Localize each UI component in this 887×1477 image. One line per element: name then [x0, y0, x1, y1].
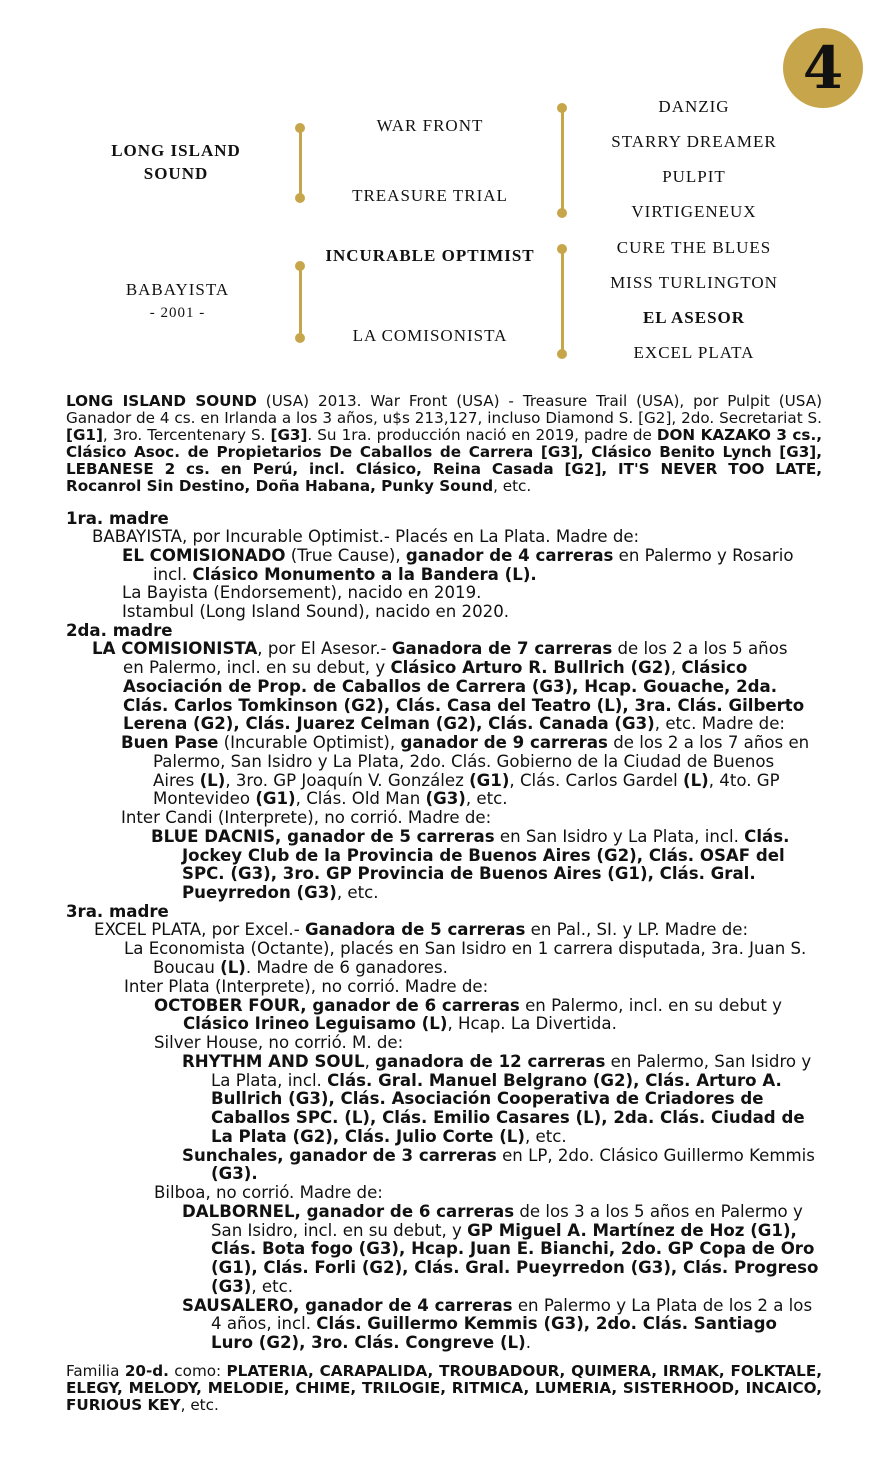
pedigree-connector	[299, 128, 302, 198]
grand-offspring-line: Jockey Club de la Provincia de Buenos Aires (G2), Clás. OSAF del	[182, 846, 785, 865]
pedigree-connector-dot	[557, 103, 567, 113]
first-dam-heading: 1ra. madre	[66, 509, 169, 528]
first-dam-intro: BABAYISTA, por Incurable Optimist.- Placés en La Plata. Madre de:	[92, 527, 640, 546]
dam-year: - 2001 -	[149, 305, 206, 321]
great-grand-offspring-line: Clás. Bota fogo (G3), Hcap. Juan E. Bianchi, 2do. GP Copa de Oro	[211, 1239, 815, 1258]
pedigree-connector-dot	[295, 123, 305, 133]
grand-offspring-line: OCTOBER FOUR, ganador de 6 carreras en Palermo, incl. en su debut y	[154, 996, 782, 1015]
second-dam-line: Asociación de Prop. de Caballos de Carrera (G3), Hcap. Gouache, 2da.	[123, 677, 778, 696]
great-grand-offspring-line: Caballos SPC. (L), Clás. Emilio Casares (L), 2da. Clás. Ciudad de	[211, 1108, 805, 1127]
great-grand-offspring-line: Luro (G2), 3ro. Clás. Congreve (L).	[211, 1333, 531, 1352]
pedigree-connector	[299, 266, 302, 338]
great-grand-offspring-line: La Plata (G2), Clás. Julio Corte (L), etc.	[211, 1127, 567, 1146]
great-grand-offspring-line: SAUSALERO, ganador de 4 carreras en Palermo y La Plata de los 2 a los	[182, 1296, 813, 1315]
offspring-line: Buen Pase (Incurable Optimist), ganador de 9 carreras de los 2 a los 7 años en	[121, 733, 810, 752]
sire-dam-dam: VIRTIGENEUX	[631, 202, 757, 221]
offspring-line: Boucau (L). Madre de 6 ganadores.	[153, 958, 448, 977]
second-dam-line: en Palermo, incl. en su debut, y Clásico Arturo R. Bullrich (G2), Clásico	[123, 658, 748, 677]
great-grand-offspring-line: RHYTHM AND SOUL, ganadora de 12 carreras en Palermo, San Isidro y	[182, 1052, 812, 1071]
great-grand-offspring-line: DALBORNEL, ganador de 6 carreras de los 3 a los 5 años en Palermo y	[182, 1202, 803, 1221]
pedigree-connector-dot	[295, 333, 305, 343]
dam-dam-sire: EL ASESOR	[642, 308, 746, 327]
pedigree-connector-dot	[557, 208, 567, 218]
dam-dam-dam: EXCEL PLATA	[633, 343, 755, 362]
great-grand-offspring-line: (G3).	[211, 1164, 258, 1183]
second-dam-line: Lerena (G2), Clás. Juarez Celman (G2), Clás. Canada (G3), etc. Madre de:	[123, 714, 785, 733]
pedigree-connector-dot	[295, 193, 305, 203]
offspring-line: La Bayista (Endorsement), nacido en 2019.	[122, 583, 482, 602]
offspring-line: EL COMISIONADO (True Cause), ganador de 4 carreras en Palermo y Rosario	[122, 546, 794, 565]
great-grand-offspring-line: San Isidro, incl. en su debut, y GP Miguel A. Martínez de Hoz (G1),	[211, 1221, 797, 1240]
offspring-line: La Economista (Octante), placés en San Isidro en 1 carrera disputada, 3ra. Juan S.	[124, 939, 807, 958]
dam-dam: LA COMISONISTA	[352, 326, 508, 345]
pedigree-connector-dot	[295, 261, 305, 271]
grand-offspring-line: Clásico Irineo Leguisamo (L), Hcap. La Divertida.	[183, 1014, 617, 1033]
second-dam-heading: 2da. madre	[66, 621, 173, 640]
offspring-line: Inter Plata (Interprete), no corrió. Madre de:	[124, 977, 489, 996]
great-grand-offspring-line: Sunchales, ganador de 3 carreras en LP, 2do. Clásico Guillermo Kemmis	[182, 1146, 815, 1165]
sire-dam: TREASURE TRIAL	[352, 186, 508, 205]
dam-sire-sire: CURE THE BLUES	[616, 238, 772, 257]
second-dam-line: Clás. Carlos Tomkinson (G2), Clás. Casa del Teatro (L), 3ra. Clás. Gilberto	[123, 696, 805, 715]
offspring-line: Palermo, San Isidro y La Plata, 2do. Clás. Gobierno de la Ciudad de Buenos	[153, 752, 775, 771]
offspring-line: incl. Clásico Monumento a la Bandera (L).	[153, 565, 537, 584]
pedigree-connector	[561, 249, 564, 354]
offspring-line: Montevideo (G1), Clás. Old Man (G3), etc.	[153, 789, 508, 808]
grand-offspring-line: SPC. (G3), 3ro. GP Provincia de Buenos Aires (G1), Clás. Gral.	[182, 864, 756, 883]
offspring-line: Inter Candi (Interprete), no corrió. Madre de:	[121, 808, 492, 827]
grand-offspring-line: BLUE DACNIS, ganador de 5 carreras en San Isidro y La Plata, incl. Clás.	[151, 827, 790, 846]
great-grand-offspring-line: La Plata, incl. Clás. Gral. Manuel Belgrano (G2), Clás. Arturo A.	[211, 1071, 782, 1090]
great-grand-offspring-line: (G3), etc.	[211, 1277, 294, 1296]
sire-sire-sire: DANZIG	[658, 97, 730, 116]
third-dam-heading: 3ra. madre	[66, 902, 169, 921]
grand-offspring-line: Pueyrredon (G3), etc.	[182, 883, 379, 902]
page-number-badge: 4	[783, 28, 863, 108]
dam-sire-dam: MISS TURLINGTON	[610, 273, 778, 292]
grand-offspring-line: Bilboa, no corrió. Madre de:	[154, 1183, 383, 1202]
dam-sire: INCURABLE OPTIMIST	[325, 246, 535, 265]
great-grand-offspring-line: Bullrich (G3), Clás. Asociación Cooperativa de Criadores de	[211, 1089, 764, 1108]
sire-sire-dam: STARRY DREAMER	[611, 132, 777, 151]
family-paragraph: Familia 20-d. como: PLATERIA, CARAPALIDA, TROUBADOUR, QUIMERA, IRMAK, FOLKTALE, ELEGY, MELODY, MELODIE, CHIME, TRILOGIE, RITMICA, LUMERIA, SISTERHOOD, INCAICO, FURIOUS KEY, etc.	[66, 1362, 822, 1414]
pedigree-connector-dot	[557, 349, 567, 359]
offspring-line: Aires (L), 3ro. GP Joaquín V. González (G1), Clás. Carlos Gardel (L), 4to. GP	[153, 771, 780, 790]
great-grand-offspring-line: 4 años, incl. Clás. Guillermo Kemmis (G3), 2do. Clás. Santiago	[211, 1314, 777, 1333]
sire-description: LONG ISLAND SOUND (USA) 2013. War Front (USA) - Treasure Trail (USA), por Pulpit (USA) Ganador de 4 cs. en Irlanda a los 3 años, u$s 213,127, incluso Diamond S. [G2], 2do. Secretariat S. [G1], 3ro. Tercentenary S. [G3]. Su 1ra. producción nació en 2019, padre de DON KAZAKO 3 cs., Clásico Asoc. de Propietarios De Caballos de Carrera [G3], Clásico Benito Lynch [G3], LEBANESE 2 cs. en Perú, incl. Clásico, Reina Casada [G2], IT'S NEVER TOO LATE, Rocanrol Sin Destino, Doña Habana, Punky Sound, etc.	[66, 392, 823, 495]
great-grand-offspring-line: (G1), Clás. Forli (G2), Clás. Gral. Pueyrredon (G3), Clás. Progreso	[211, 1258, 819, 1277]
pedigree-connector	[561, 108, 564, 213]
sire-name: LONG ISLAND SOUND	[111, 141, 241, 183]
pedigree-connector-dot	[557, 244, 567, 254]
second-dam-line: LA COMISIONISTA, por El Asesor.- Ganadora de 7 carreras de los 2 a los 5 años	[92, 639, 788, 658]
sire-dam-sire: PULPIT	[662, 167, 726, 186]
grand-offspring-line: Silver House, no corrió. M. de:	[154, 1033, 404, 1052]
dam-name: BABAYISTA	[125, 280, 230, 299]
offspring-line: Istambul (Long Island Sound), nacido en 2020.	[122, 602, 510, 621]
third-dam-intro: EXCEL PLATA, por Excel.- Ganadora de 5 carreras en Pal., SI. y LP. Madre de:	[94, 920, 749, 939]
sire-sire: WAR FRONT	[376, 116, 484, 135]
